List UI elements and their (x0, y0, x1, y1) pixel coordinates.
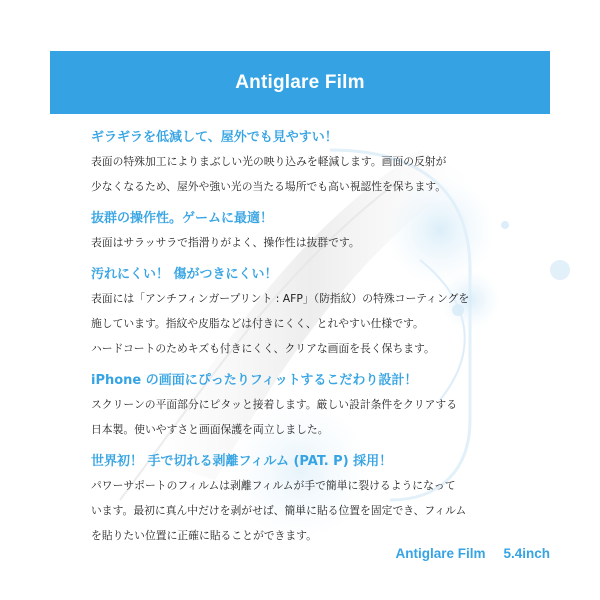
section-text-line: 表面の特殊加工によりまぶしい光の映り込みを軽減します。画面の反射が (91, 155, 447, 168)
section-heading: ギラギラを低減して、屋外でも見やすい！ (91, 130, 338, 145)
section-text-line: います。最初に真ん中だけを剥がせば、簡単に貼る位置を固定でき、フィルム (91, 504, 467, 517)
feature-section-antiglare (91, 128, 531, 199)
title-banner (50, 51, 550, 114)
section-text-line: パワーサポートのフィルムは剥離フィルムが手で簡単に裂けるようになって (91, 479, 456, 492)
footer-size: 5.4inch (503, 546, 550, 561)
section-text-line: を貼りたい位置に正確に貼ることができます。 (91, 529, 317, 542)
section-heading: 抜群の操作性。ゲームに最適！ (91, 211, 274, 226)
feature-section-operability (91, 209, 531, 255)
feature-section-dirt-resistance (91, 265, 531, 361)
section-text-line: 表面はサラッサラで指滑りがよく、操作性は抜群です。 (91, 236, 360, 249)
footer-product-name: Antiglare Film (395, 546, 486, 561)
section-text-line: 日本製。使いやすさと画面保護を両立しました。 (91, 423, 329, 436)
section-text-line: 少なくなるため、屋外や強い光の当たる場所でも高い視認性を保ちます。 (91, 180, 446, 193)
product-footer (395, 546, 550, 561)
section-text-line: スクリーンの平面部分にピタッと接着します。厳しい設計条件をクリアする (91, 398, 458, 411)
section-heading: 世界初！ 手で切れる剥離フィルム (PAT. P) 採用！ (91, 454, 393, 469)
section-text-line: 表面には「アンチフィンガープリント : AFP」（防指紋）の特殊コーティングを (91, 292, 470, 305)
section-heading: 汚れにくい！ 傷がつきにくい！ (91, 267, 278, 282)
section-heading: iPhone の画面にぴったりフィットするこだわり設計！ (91, 373, 418, 388)
feature-list (91, 128, 531, 548)
feature-section-fit-design (91, 371, 531, 442)
page-title: Antiglare Film (235, 71, 365, 93)
section-text-line: ハードコートのためキズも付きにくく、クリアな画面を長く保ちます。 (91, 342, 435, 355)
section-text-line: 施しています。指紋や皮脂などは付きにくく、とれやすい仕様です。 (91, 317, 424, 330)
feature-section-release-film (91, 452, 531, 548)
